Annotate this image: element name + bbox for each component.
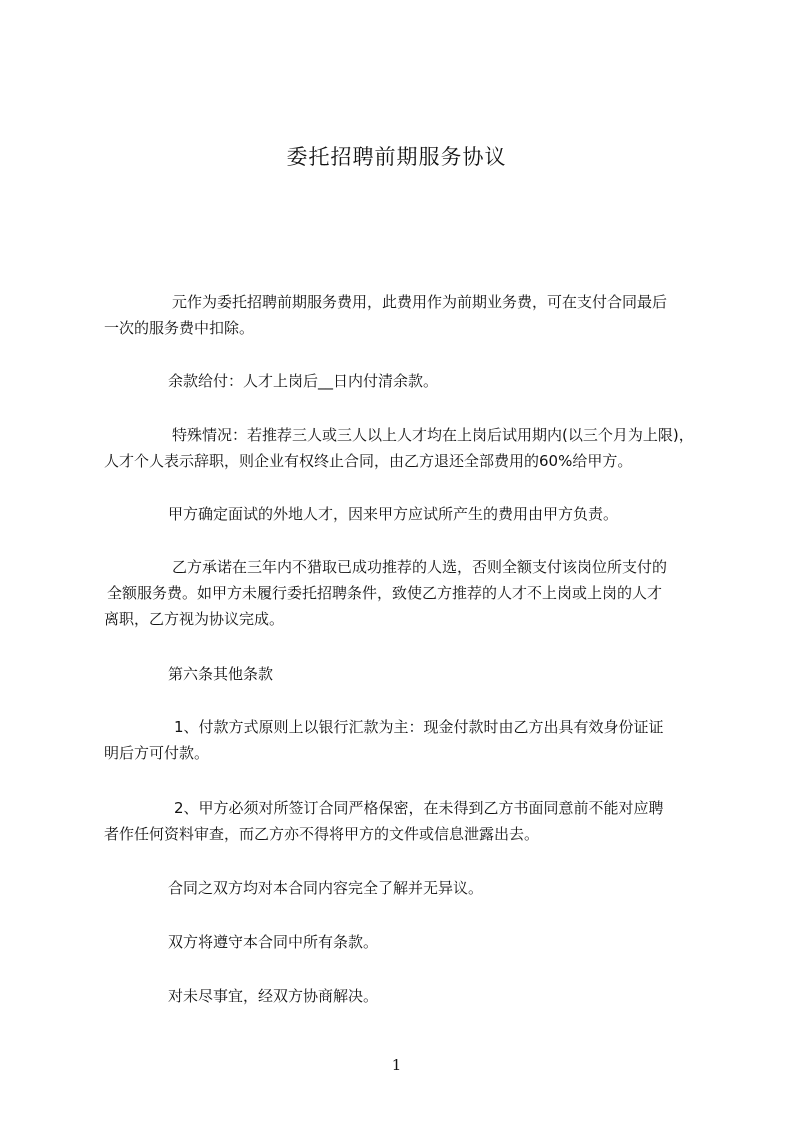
paragraph-negotiation — [104, 983, 724, 1009]
paragraph-special-cases — [104, 422, 724, 474]
paragraph-line: 甲方确定面试的外地人才，因来甲方应试所产生的费用由甲方负责。 — [168, 505, 619, 523]
paragraph-line: 元作为委托招聘前期服务费用，此费用作为前期业务费，可在支付合同最后 — [172, 293, 668, 311]
paragraph-balance-payment — [104, 368, 724, 394]
paragraph-line: 特殊情况：若推荐三人或三人以上人才均在上岗后试用期内(以三个月为上限)， — [172, 426, 694, 444]
paragraph-line: 对未尽事宜，经双方协商解决。 — [168, 987, 379, 1005]
paragraph-line: 第六条其他条款 — [168, 665, 274, 683]
paragraph-line: 余款给付：人才上岗后__日内付清余款。 — [168, 372, 439, 390]
paragraph-line: 全额服务费。如甲方未履行委托招聘条件，致使乙方推荐的人才不上岗或上岗的人才 — [107, 584, 663, 602]
paragraph-interview-costs — [104, 501, 724, 527]
section-heading-article-six — [104, 661, 724, 687]
page-number: 1 — [391, 1056, 402, 1074]
paragraph-compliance — [104, 929, 724, 955]
paragraph-line: 离职，乙方视为协议完成。 — [104, 610, 285, 628]
paragraph-line: 人才个人表示辞职，则企业有权终止合同，由乙方退还全部费用的60%给甲方。 — [104, 452, 633, 470]
paragraph-line: 双方将遵守本合同中所有条款。 — [168, 933, 379, 951]
paragraph-line: 乙方承诺在三年内不猎取已成功推荐的人选，否则全额支付该岗位所支付的 — [172, 558, 668, 576]
paragraph-line: 合同之双方均对本合同内容完全了解并无异议。 — [168, 879, 484, 897]
paragraph-line: 者作任何资料审查，而乙方亦不得将甲方的文件或信息泄露出去。 — [104, 825, 540, 843]
clause-payment-method — [104, 714, 724, 766]
page-title: 委托招聘前期服务协议 — [286, 145, 507, 169]
paragraph-line: 明后方可付款。 — [104, 744, 210, 762]
clause-confidentiality — [104, 795, 724, 847]
paragraph-line: 2、甲方必须对所签订合同严格保密，在未得到乙方书面同意前不能对应聘 — [174, 799, 664, 817]
paragraph-line: 1、付款方式原则上以银行汇款为主：现金付款时由乙方出具有效身份证证 — [174, 718, 664, 736]
paragraph-line: 一次的服务费中扣除。 — [104, 319, 255, 337]
paragraph-mutual-understanding — [104, 875, 724, 901]
paragraph-service-fee — [104, 289, 724, 341]
paragraph-no-poaching — [104, 554, 724, 632]
